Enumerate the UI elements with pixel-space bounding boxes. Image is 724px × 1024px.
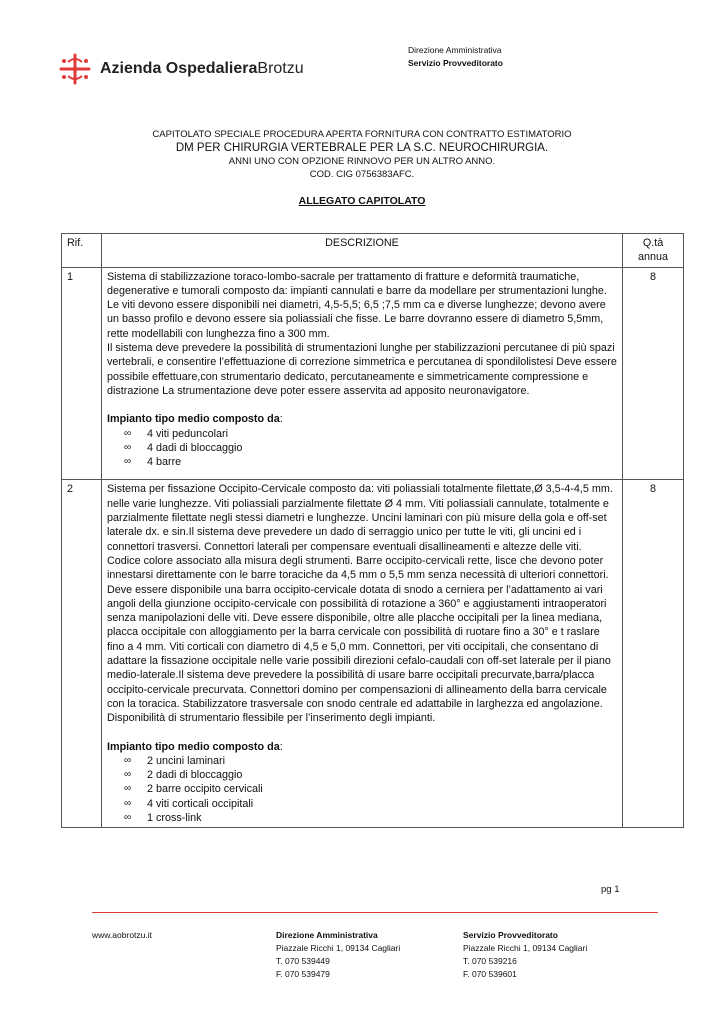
footer-col2-title: Servizio Provveditorato — [463, 930, 558, 940]
list-item: ∞ 4 viti corticali occipitali — [123, 797, 254, 810]
title-line-4: COD. CIG 0756383AFC. — [309, 169, 415, 180]
bullet-icon: ∞ — [123, 783, 132, 795]
footer-col2-address: Piazzale Ricchi 1, 09134 Cagliari — [463, 943, 588, 953]
table-row — [62, 267, 684, 480]
bullet-icon: ∞ — [123, 797, 132, 809]
list-item: ∞ 2 dadi di bloccaggio — [123, 769, 243, 782]
implant-block — [107, 740, 617, 826]
implant-heading: Impianto tipo medio composto da: — [106, 413, 283, 426]
section-heading: ALLEGATO CAPITOLATO — [298, 195, 426, 207]
header-service: Servizio Provveditorato — [408, 58, 503, 68]
row-description-cell — [101, 480, 622, 828]
spec-table — [61, 233, 684, 828]
footer-col1-fax: F. 070 539479 — [276, 969, 330, 979]
header-department-block — [408, 44, 503, 70]
title-line-3: ANNI UNO CON OPZIONE RINNOVO PER UN ALTRO ANNO. — [228, 156, 496, 167]
header-qta: Q.tà annua — [623, 234, 684, 268]
row-qta: 8 — [623, 267, 684, 480]
implant-heading: Impianto tipo medio composto da: — [106, 740, 283, 753]
hospital-logo — [58, 52, 304, 92]
logo-text: Azienda OspedalieraBrotzu — [100, 60, 304, 77]
bullet-icon: ∞ — [123, 754, 132, 766]
website-link[interactable]: www.aobrotzu.it — [92, 930, 152, 940]
footer-divider — [92, 912, 658, 913]
implant-list — [107, 427, 617, 470]
cross-logo-icon — [58, 52, 92, 86]
table-header-row — [62, 234, 684, 268]
footer-col2-fax: F. 070 539601 — [463, 969, 517, 979]
footer-website[interactable] — [92, 929, 152, 942]
header-rif: Rif. — [62, 234, 102, 268]
title-line-1: CAPITOLATO SPECIALE PROCEDURA APERTA FORNITURA CON CONTRATTO ESTIMATORIO — [152, 129, 572, 140]
footer-col1-title: Direzione Amministrativa — [276, 930, 378, 940]
footer-col-direzione — [276, 929, 400, 981]
title-line-2: DM PER CHIRURGIA VERTEBRALE PER LA S.C. NEUROCHIRURGIA. — [175, 142, 549, 154]
row-description-cell — [101, 267, 622, 480]
bullet-icon: ∞ — [123, 769, 132, 781]
list-item: ∞ 2 barre occipito cervicali — [123, 783, 263, 796]
bullet-icon: ∞ — [123, 427, 132, 439]
header-descrizione: DESCRIZIONE — [101, 234, 622, 268]
list-item: ∞ 4 barre — [123, 456, 182, 469]
bullet-icon: ∞ — [123, 811, 132, 823]
footer-col2-tel: T. 070 539216 — [463, 956, 517, 966]
row-description: Sistema per fissazione Occipito-Cervicale composto da: viti poliassiali totalmente filettate,Ø 3,5-4-4,5 mm. nelle varie lunghezze. Viti poliassiali parzialmente filettate Ø 4 mm. Viti poliassiali cannulate, totalmente e parzialmente filettate negli stessi diametri e lunghezze. Uncini laminari con più misure della gola e off-set laterale dx. e sin.Il sistema deve prevedere un dado di serraggio unico per tutte le viti, gli uncini ed i connettori trasversi. Connettori laterali per compensare eventuali disallineamenti e altezze delle viti. Codice colore associato alla misura degli strumenti. Barre occipito-cervicali rette, lisce che devono poter innestarsi direttamente con le barre toraciche da 4,5 mm o 5,5 mm senza necessità di ulteriori connettori. Deve essere disponibile una barra occipito-cervicale dotata di snodo a cerniera per l’adattamento ai vari angoli della giunzione occipito-cervicale con possibilità di rotazione a 360° e aggiustamenti intraoperatori senza manipolazioni delle viti. Deve essere disponibile, oltre alle placche occipitali per la linea mediana, placca occipitale con alloggiamento per la barra cervicale con possibilità di ruotare fino a 30° e t raslare fino a 4 mm. Viti corticali con diametro di 4,5 e 5,0 mm. Connettori, per viti occipitali, che consentano di adattare la fissazione occipitale nelle varie possibili direzioni cefalo-caudali con off-set laterale per il piano medio-laterale.Il sistema deve prevedere la possibilità di usare barre occipitali precurvate,barra/placca occipito-cervicale precurvata. Connettori domino per compensazioni di allineamento della barra cervicale con la toracica. Stabilizzatore trasversale con snodo centrale ed adattabile in larghezza ed angolazione. Disponibilità di strumentario flessibile per l’inserimento degli impianti. — [106, 483, 613, 725]
footer-col-provveditorato — [463, 929, 587, 981]
page-number: pg 1 — [601, 884, 620, 895]
header-department: Direzione Amministrativa — [408, 45, 502, 55]
implant-block — [107, 412, 617, 469]
list-item: ∞ 4 dadi di bloccaggio — [123, 441, 243, 454]
list-item: ∞ 2 uncini laminari — [123, 754, 225, 767]
footer-col1-address: Piazzale Ricchi 1, 09134 Cagliari — [276, 943, 401, 953]
row-rif: 1 — [62, 267, 102, 480]
bullet-icon: ∞ — [123, 456, 132, 468]
row-rif: 2 — [62, 480, 102, 828]
table-row — [62, 480, 684, 828]
implant-list — [107, 754, 617, 825]
row-qta: 8 — [623, 480, 684, 828]
bullet-icon: ∞ — [123, 441, 132, 453]
list-item: ∞ 4 viti peduncolari — [123, 427, 228, 440]
row-description: Sistema di stabilizzazione toraco-lombo-sacrale per trattamento di fratture e deformità traumatiche, degenerative e tumorali composto da: impianti cannulati e barre da modellare per strumentazioni lunghe. Le viti devono essere disponibili nei diametri, 4,5-5,5; 6,5 ;7,5 mm ca e diverse lunghezze; devono avere un basso profilo e devono essere sia poliassiali che fisse. Le barre dovranno essere di diametro 5,5mm, rette modellabili con lunghezza fino a 300 mm. Il sistema deve prevedere la possibilità di strumentazioni lunghe per stabilizzazioni percutanee di più spazi vertebrali, e consentire l’effettuazione di correzione simmetrica e percutanea di spondilolistesi Deve essere possibile effettuare,con strumentario dedicato, percutaneamente e simmetricamente compressione e distrazione La strumentazione deve poter essere asservita ad apposito neuronavigatore. — [106, 270, 617, 397]
list-item: ∞ 1 cross-link — [123, 811, 202, 824]
footer-col1-tel: T. 070 539449 — [276, 956, 330, 966]
document-title — [60, 128, 664, 181]
